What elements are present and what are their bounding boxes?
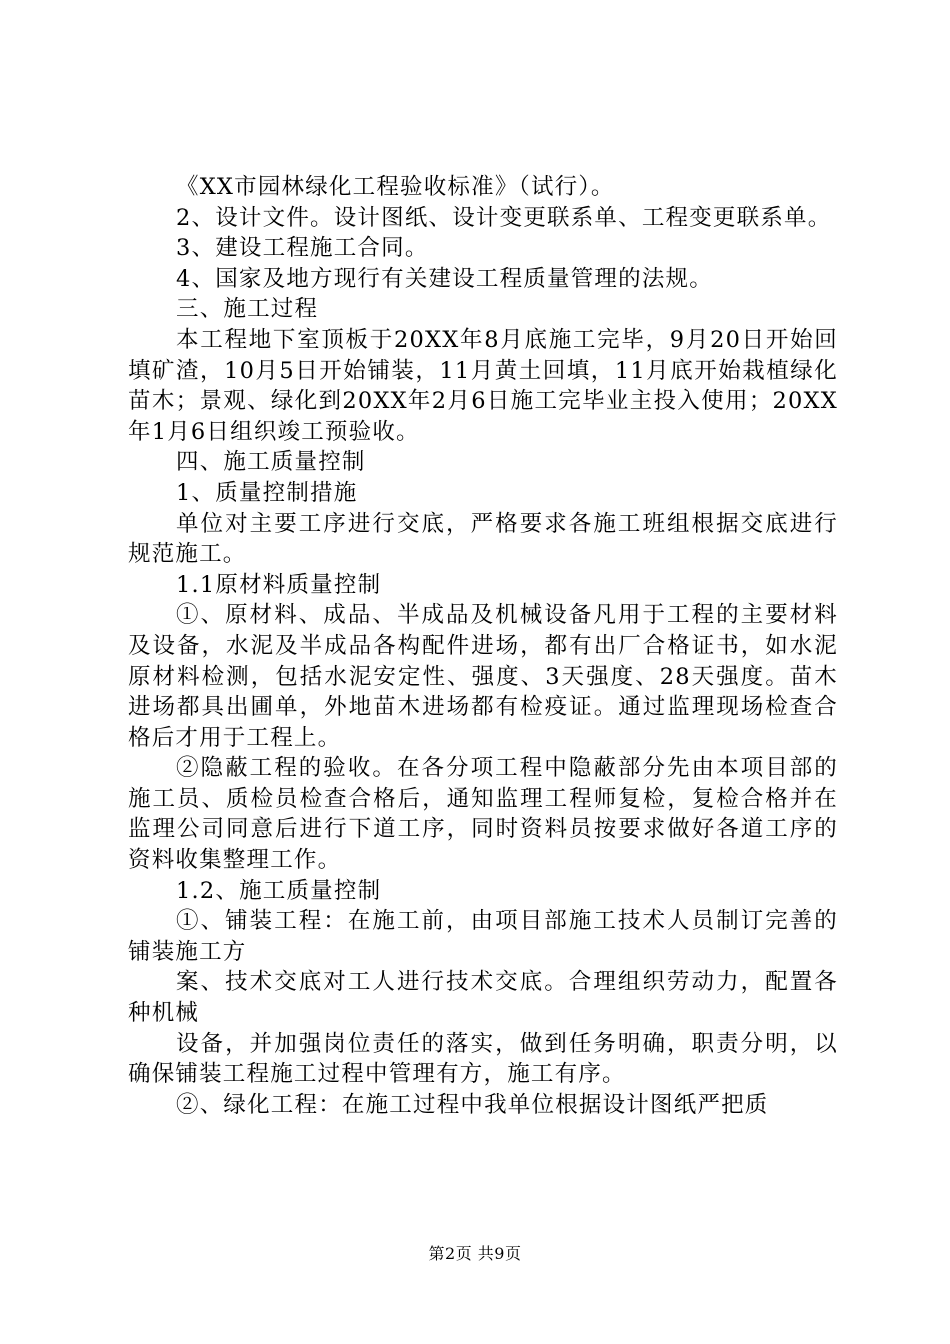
paragraph-greening-works: ②、绿化工程：在施工过程中我单位根据设计图纸严把质 — [176, 1091, 769, 1118]
paragraph-equipment: 设备，并加强岗位责任的落实，做到任务明确，职责分明，以确保铺装工程施工过程中管理有方，施工有序。 — [128, 1030, 838, 1088]
page-number-footer: 第2页 共9页 — [428, 1244, 522, 1263]
paragraph-briefing: 单位对主要工序进行交底，严格要求各施工班组根据交底进行规范施工。 — [128, 510, 838, 568]
paragraph-regulations: 4、国家及地方现行有关建设工程质量管理的法规。 — [176, 265, 713, 292]
paragraph-raw-materials: ①、原材料、成品、半成品及机械设备凡用于工程的主要材料及设备，水泥及半成品各构配件进场，都有出厂合格证书，如水泥原材料检测，包括水泥安定性、强度、3天强度、28天强度。苗木进场都具出圃单，外地苗木进场都有检疫证。通过监理现场检查合格后才用于工程上。 — [128, 602, 838, 751]
subheading-construction-quality-control: 1.2、施工质量控制 — [176, 877, 382, 904]
paragraph-design-documents: 2、设计文件。设计图纸、设计变更联系单、工程变更联系单。 — [176, 204, 832, 231]
paragraph-paving-works: ①、铺装工程：在施工前，由项目部施工技术人员制订完善的铺装施工方 — [128, 908, 838, 965]
paragraph-concealed-works: ②隐蔽工程的验收。在各分项工程中隐蔽部分先由本项目部的施工员、质检员检查合格后，通知监理工程师复检，复检合格并在监理公司同意后进行下道工序，同时资料员按要求做好各道工序的资料收集整理工作。 — [128, 755, 838, 874]
section-heading-construction-process: 三、施工过程 — [176, 296, 319, 323]
subheading-raw-material-control: 1.1原材料质量控制 — [176, 571, 382, 598]
paragraph-standard-reference: 《XX市园林绿化工程验收标准》（试行）。 — [176, 174, 615, 200]
document-body — [128, 172, 838, 1120]
subheading-quality-measures: 1、质量控制措施 — [176, 479, 358, 506]
paragraph-construction-contract: 3、建设工程施工合同。 — [176, 235, 429, 262]
paragraph-paving-plan: 案、技术交底对工人进行技术交底。合理组织劳动力，配置各种机械 — [128, 969, 838, 1027]
paragraph-construction-timeline: 本工程地下室顶板于20XX年8月底施工完毕，9月20日开始回填矿渣，10月5日开始铺装，11月黄土回填，11月底开始栽植绿化苗木；景观、绿化到20XX年2月6日施工完毕业主投入使用；20XX年1月6日组织竣工预验收。 — [128, 326, 838, 445]
section-heading-quality-control: 四、施工质量控制 — [176, 449, 366, 476]
